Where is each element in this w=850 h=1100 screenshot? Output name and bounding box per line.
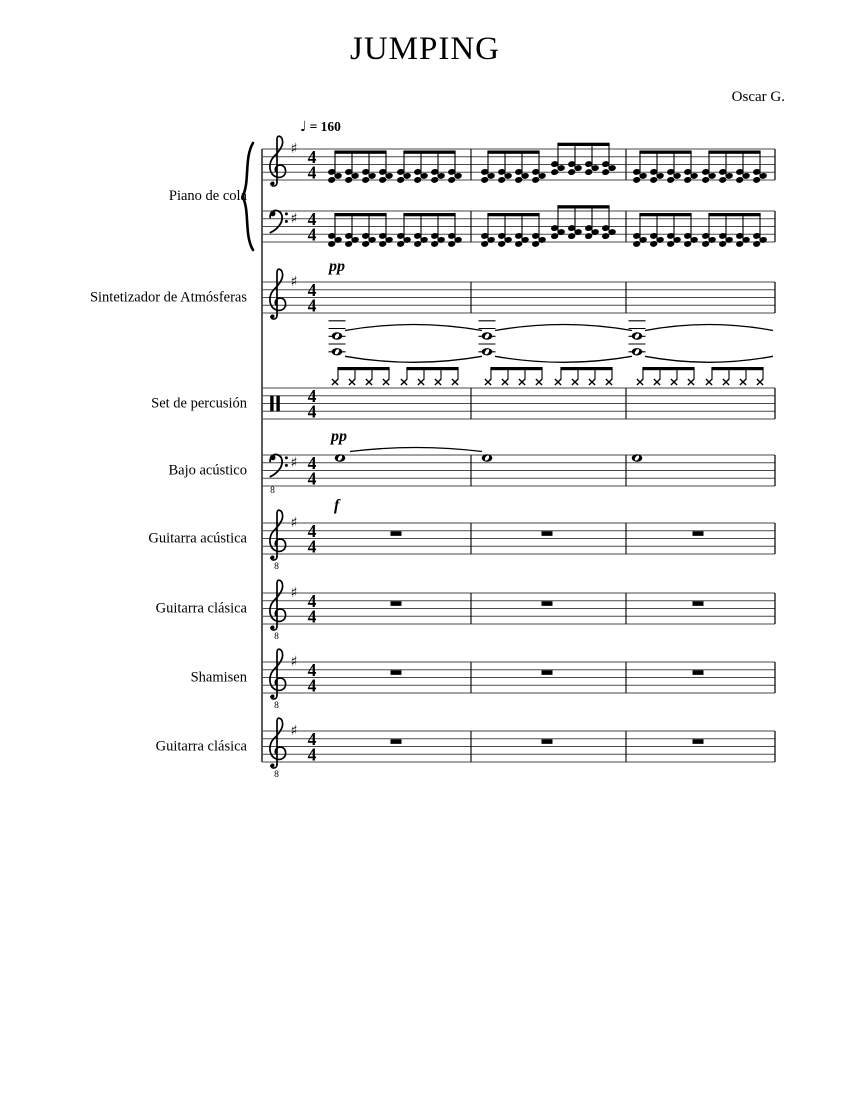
part-synth [90, 258, 775, 362]
whole-rest [391, 601, 402, 606]
dynamic-pp [329, 428, 347, 445]
svg-text:4: 4 [307, 452, 317, 473]
sharp-icon [291, 141, 298, 157]
whole-rest [391, 531, 402, 536]
x-notehead-icon [349, 379, 355, 385]
x-notehead-icon [589, 379, 595, 385]
treble-clef [270, 580, 286, 642]
staff-synth [262, 258, 775, 362]
treble-clef [270, 718, 286, 780]
whole-note [632, 454, 643, 461]
svg-text:4: 4 [307, 606, 317, 627]
beamed-hihat-group [485, 367, 543, 385]
staff-lines [262, 385, 775, 422]
beamed-eighth-chords [701, 151, 767, 184]
treble-clef [270, 269, 286, 319]
tied-whole-chord [629, 321, 774, 363]
svg-text:♯: ♯ [290, 654, 298, 670]
svg-text:8: 8 [274, 701, 279, 711]
whole-rest [693, 739, 704, 744]
svg-text:Set de percusión: Set de percusión [151, 395, 247, 412]
whole-rest [693, 531, 704, 536]
tie-up [350, 448, 482, 452]
time-signature [308, 729, 317, 765]
tie-up [495, 325, 632, 331]
whole-rest [391, 670, 402, 675]
x-notehead-icon [519, 379, 525, 385]
beamed-eighth-chords [327, 151, 393, 184]
instrument-label [168, 463, 247, 479]
staff-acoustic-bass [262, 428, 775, 496]
svg-text:Shamisen: Shamisen [190, 669, 247, 686]
svg-text:4: 4 [307, 279, 317, 300]
tie-up [645, 325, 773, 331]
instrument-label [169, 188, 248, 204]
time-signature [308, 660, 317, 696]
whole-rest [542, 531, 553, 536]
part-guitar-classical-1 [156, 580, 775, 642]
x-notehead-icon [671, 379, 677, 385]
whole-rest [542, 670, 553, 675]
time-signature [308, 386, 317, 422]
instrument-label [148, 531, 247, 547]
part-shamisen [191, 649, 775, 711]
svg-text:4: 4 [307, 520, 317, 541]
tie-down [495, 356, 632, 362]
x-notehead-icon [688, 379, 694, 385]
whole-rest [693, 670, 704, 675]
part-percussion [151, 367, 775, 421]
staff-guitar-classical-2 [262, 718, 775, 780]
whole-rest [693, 601, 704, 606]
tie-down [345, 356, 482, 362]
x-notehead-icon [572, 379, 578, 385]
x-notehead-icon [555, 379, 561, 385]
svg-text:Guitarra acústica: Guitarra acústica [148, 530, 247, 547]
part-acoustic-bass [168, 428, 775, 496]
tie-down [645, 356, 773, 362]
sharp-icon [291, 585, 298, 601]
svg-text:4: 4 [307, 385, 317, 406]
staff-guitar-classical-1 [262, 580, 775, 642]
part-guitar-classical-2 [156, 718, 775, 780]
svg-text:Piano de cola: Piano de cola [168, 188, 247, 204]
staff-piano-bass [262, 205, 775, 247]
tied-whole-chord [329, 321, 483, 363]
sharp-icon [291, 274, 298, 290]
staff-lines [262, 520, 775, 557]
x-notehead-icon [536, 379, 542, 385]
x-notehead-icon [606, 379, 612, 385]
svg-text:4: 4 [307, 728, 317, 749]
svg-text:♯: ♯ [290, 274, 298, 290]
svg-text:pp: pp [331, 428, 347, 445]
svg-text:Bajo acústico: Bajo acústico [168, 462, 247, 479]
instrument-label [156, 601, 248, 617]
staff-lines [262, 659, 775, 696]
beamed-hihat-group [332, 367, 390, 385]
dynamic-pp [327, 258, 345, 275]
sharp-icon [291, 723, 298, 739]
x-notehead-icon [485, 379, 491, 385]
staff-shamisen [262, 649, 775, 711]
beamed-eighth-chords [550, 143, 616, 176]
x-notehead-icon [366, 379, 372, 385]
beamed-eighth-chords [632, 151, 698, 184]
x-notehead-icon [723, 379, 729, 385]
piece-title: JUMPING [349, 31, 501, 67]
svg-text:Guitarra clásica: Guitarra clásica [155, 738, 247, 755]
staff-guitar-acoustic [262, 497, 775, 572]
svg-text:4: 4 [307, 744, 317, 765]
svg-text:4: 4 [307, 208, 317, 229]
staff-lines [262, 590, 775, 627]
whole-rest [542, 739, 553, 744]
instrument-label [90, 290, 247, 306]
x-notehead-icon [502, 379, 508, 385]
staff-lines [262, 279, 775, 316]
treble-clef [270, 649, 286, 711]
dynamic-f [334, 497, 341, 514]
svg-text:4: 4 [307, 401, 317, 422]
x-notehead-icon [435, 379, 441, 385]
time-signature [308, 521, 317, 557]
beamed-hihat-group [555, 367, 613, 385]
svg-text:8: 8 [274, 632, 279, 642]
svg-text:♯: ♯ [290, 723, 298, 739]
svg-text:♯: ♯ [290, 515, 298, 531]
tied-whole-chord [479, 321, 633, 363]
instrument-label [191, 670, 248, 686]
staff-percussion [262, 367, 775, 421]
time-signature [308, 453, 317, 489]
svg-text:Guitarra clásica: Guitarra clásica [155, 600, 247, 617]
quarter-note-icon: ♩ [300, 119, 307, 135]
x-notehead-icon [757, 379, 763, 385]
treble-clef [270, 136, 286, 186]
bass-clef [270, 454, 288, 496]
svg-text:4: 4 [307, 146, 317, 167]
sharp-icon [291, 515, 298, 531]
whole-rest [391, 739, 402, 744]
svg-text:4: 4 [307, 659, 317, 680]
time-signature [308, 280, 317, 316]
time-signature [308, 209, 317, 245]
time-signature [308, 591, 317, 627]
svg-text:♯: ♯ [290, 141, 298, 157]
svg-text:4: 4 [307, 162, 317, 183]
svg-text:8: 8 [274, 770, 279, 780]
x-notehead-icon [401, 379, 407, 385]
beamed-eighth-chords [396, 151, 462, 184]
x-notehead-icon [740, 379, 746, 385]
svg-text:4: 4 [307, 295, 317, 316]
time-signature [308, 147, 317, 183]
svg-text:♯: ♯ [290, 210, 298, 227]
part-piano-treble [169, 136, 775, 250]
x-notehead-icon [452, 379, 458, 385]
whole-note [482, 454, 493, 461]
instrument-label [151, 396, 248, 412]
whole-note [335, 454, 346, 461]
beamed-hihat-group [706, 367, 764, 385]
svg-text:4: 4 [307, 468, 317, 489]
composer-name: Oscar G. [731, 89, 785, 105]
x-notehead-icon [383, 379, 389, 385]
sharp-icon [291, 455, 298, 471]
part-guitar-acoustic [148, 497, 775, 572]
svg-text:Sintetizador de Atmósferas: Sintetizador de Atmósferas [89, 289, 247, 306]
svg-text:4: 4 [307, 536, 317, 557]
x-notehead-icon [706, 379, 712, 385]
sharp-icon [291, 211, 298, 227]
tie-up [345, 325, 482, 331]
sharp-icon [291, 654, 298, 670]
beamed-hihat-group [401, 367, 459, 385]
svg-text:4: 4 [307, 675, 317, 696]
svg-text:♯: ♯ [290, 585, 298, 601]
svg-text:pp: pp [329, 258, 345, 275]
svg-text:4: 4 [307, 590, 317, 611]
tempo-value: = 160 [309, 119, 341, 134]
bass-clef [270, 210, 288, 232]
staff-piano-treble [262, 136, 775, 186]
x-notehead-icon [332, 379, 338, 385]
x-notehead-icon [418, 379, 424, 385]
svg-text:8: 8 [274, 562, 279, 572]
svg-text:8: 8 [270, 486, 275, 496]
beamed-eighth-chords [480, 151, 546, 184]
svg-text:f: f [334, 497, 340, 514]
svg-text:♯: ♯ [290, 454, 298, 471]
whole-rest [542, 601, 553, 606]
x-notehead-icon [637, 379, 643, 385]
instrument-label [156, 739, 248, 755]
beamed-hihat-group [637, 367, 695, 385]
staff-lines [262, 728, 775, 765]
x-notehead-icon [654, 379, 660, 385]
svg-text:4: 4 [307, 224, 317, 245]
treble-clef [270, 510, 286, 572]
